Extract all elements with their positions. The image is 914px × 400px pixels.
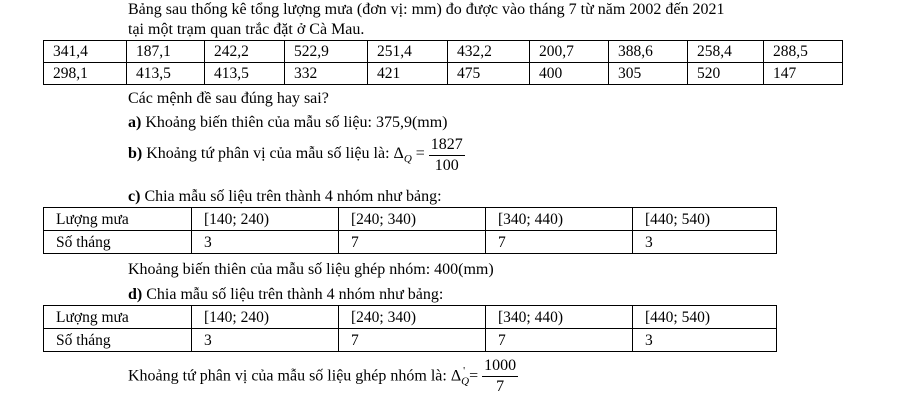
statement-d-text: Chia mẫu số liệu trên thành 4 nhóm như bảng: bbox=[146, 286, 444, 303]
table-cell: 7 bbox=[486, 329, 633, 352]
table-cell: 3 bbox=[633, 329, 777, 352]
rainfall-data-table bbox=[43, 40, 843, 85]
question-text: Các mệnh đề sau đúng hay sai? bbox=[128, 90, 329, 107]
delta-symbol: Δ bbox=[450, 367, 462, 385]
table-cell: 341,4 bbox=[44, 41, 127, 63]
table-cell: Số tháng bbox=[44, 231, 192, 254]
table-cell: [340; 440) bbox=[486, 306, 633, 329]
statement-b-label: b) bbox=[128, 145, 143, 163]
table-cell: [240; 340) bbox=[339, 208, 486, 231]
statement-a bbox=[128, 114, 447, 132]
table-cell: 187,1 bbox=[127, 41, 205, 63]
table-cell: 200,7 bbox=[530, 41, 609, 63]
table-cell: 7 bbox=[486, 231, 633, 254]
delta-prime: ' bbox=[463, 365, 466, 378]
table-row bbox=[44, 231, 777, 254]
table-cell: [240; 340) bbox=[339, 306, 486, 329]
table-cell: 413,5 bbox=[127, 63, 205, 85]
statement-d-conclusion-text: Khoảng tứ phân vị của mẫu số liệu ghép nhóm là: bbox=[128, 367, 447, 385]
delta-symbol: Δ bbox=[393, 145, 404, 163]
statement-b bbox=[128, 135, 465, 176]
fraction-denominator: 7 bbox=[496, 378, 505, 395]
table-cell: [140; 240) bbox=[192, 208, 339, 231]
statement-c-text: Chia mẫu số liệu trên thành 4 nhóm như bảng: bbox=[144, 188, 442, 205]
statement-d-label: d) bbox=[128, 286, 143, 303]
table-row bbox=[44, 208, 777, 231]
table-cell: 298,1 bbox=[44, 63, 127, 85]
fraction bbox=[482, 356, 518, 397]
fraction-denominator: 100 bbox=[434, 157, 459, 174]
table-cell: 3 bbox=[192, 329, 339, 352]
statement-d-conclusion bbox=[128, 356, 518, 397]
table-row bbox=[44, 329, 777, 352]
table-cell: 242,2 bbox=[205, 41, 285, 63]
table-cell: 413,5 bbox=[205, 63, 285, 85]
statement-b-text: Khoảng tứ phân vị của mẫu số liệu là: bbox=[146, 145, 390, 163]
table-cell: 3 bbox=[633, 231, 777, 254]
table-cell: 7 bbox=[339, 329, 486, 352]
equals-sign: = bbox=[469, 367, 479, 385]
grouped-table-d bbox=[43, 305, 777, 352]
table-cell: 7 bbox=[339, 231, 486, 254]
intro-line-2: tại một trạm quan trắc đặt ở Cà Mau. bbox=[128, 21, 365, 38]
fraction bbox=[429, 135, 465, 176]
delta-subscript: Q bbox=[403, 153, 412, 166]
statement-c-conclusion: Khoảng biến thiên của mẫu số liệu ghép nhóm: 400(mm) bbox=[128, 261, 494, 278]
table-cell: 332 bbox=[285, 63, 368, 85]
table-cell: [340; 440) bbox=[486, 208, 633, 231]
table-cell: 522,9 bbox=[285, 41, 368, 63]
statement-a-text: Khoảng biến thiên của mẫu số liệu: 375,9(mm) bbox=[145, 114, 448, 131]
table-cell: [440; 540) bbox=[633, 306, 777, 329]
statement-a-label: a) bbox=[128, 114, 142, 131]
fraction-numerator: 1000 bbox=[482, 356, 518, 377]
table-cell: 147 bbox=[764, 63, 843, 85]
table-row bbox=[44, 63, 843, 85]
equals-sign: = bbox=[415, 145, 425, 163]
table-cell: Lượng mưa bbox=[44, 306, 192, 329]
table-cell: 3 bbox=[192, 231, 339, 254]
statement-c-label: c) bbox=[128, 188, 141, 205]
table-cell: 388,6 bbox=[609, 41, 688, 63]
table-cell: Số tháng bbox=[44, 329, 192, 352]
table-cell: 251,4 bbox=[368, 41, 448, 63]
table-cell: 432,2 bbox=[448, 41, 530, 63]
intro-line-1: Bảng sau thống kê tổng lượng mưa (đơn vị: mm) đo được vào tháng 7 từ năm 2002 đến 2021 bbox=[128, 1, 725, 18]
table-row bbox=[44, 41, 843, 63]
statement-d bbox=[128, 286, 443, 304]
table-cell: [440; 540) bbox=[633, 208, 777, 231]
delta-subscript: Q bbox=[461, 375, 470, 388]
table-cell: 520 bbox=[688, 63, 764, 85]
fraction-numerator: 1827 bbox=[429, 135, 465, 156]
table-cell: 258,4 bbox=[688, 41, 764, 63]
grouped-table-c bbox=[43, 207, 777, 254]
table-cell: 475 bbox=[448, 63, 530, 85]
table-row bbox=[44, 306, 777, 329]
statement-c bbox=[128, 188, 442, 206]
table-cell: [140; 240) bbox=[192, 306, 339, 329]
table-cell: 421 bbox=[368, 63, 448, 85]
table-cell: Lượng mưa bbox=[44, 208, 192, 231]
table-cell: 400 bbox=[530, 63, 609, 85]
table-cell: 288,5 bbox=[764, 41, 843, 63]
table-cell: 305 bbox=[609, 63, 688, 85]
